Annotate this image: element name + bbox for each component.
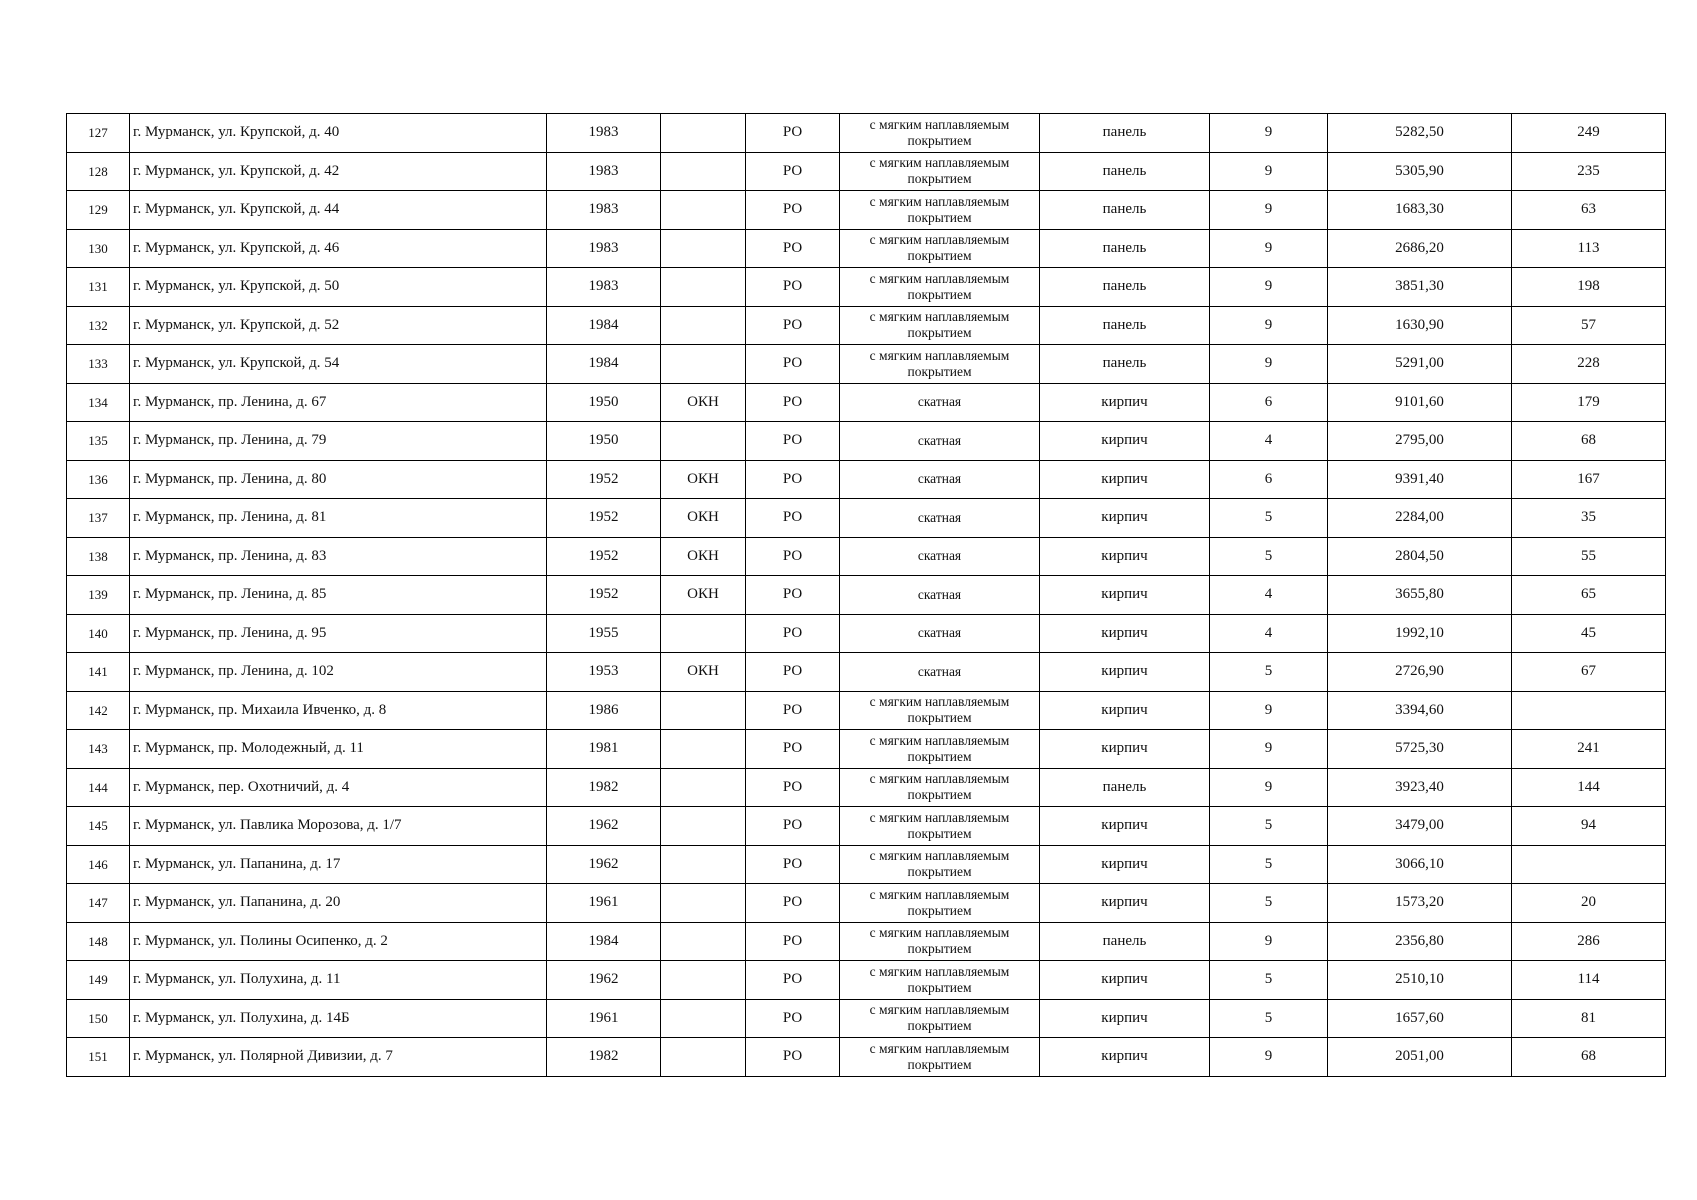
row-number-cell: 144 (67, 768, 130, 807)
address-cell: г. Мурманск, пр. Ленина, д. 67 (130, 383, 547, 422)
wall-material-cell: панель (1040, 345, 1210, 384)
ro-mark-cell: РО (746, 807, 840, 846)
floors-cell: 5 (1210, 499, 1328, 538)
heritage-status-cell (661, 884, 746, 923)
table-row (67, 922, 1666, 961)
roof-type-cell: с мягким наплавляемым покрытием (840, 152, 1040, 191)
roof-type-cell: с мягким наплавляемым покрытием (840, 268, 1040, 307)
wall-material-cell: кирпич (1040, 691, 1210, 730)
address-cell: г. Мурманск, пр. Молодежный, д. 11 (130, 730, 547, 769)
address-cell: г. Мурманск, ул. Крупской, д. 46 (130, 229, 547, 268)
row-number-cell: 141 (67, 653, 130, 692)
ro-mark-cell: РО (746, 345, 840, 384)
area-cell: 3479,00 (1328, 807, 1512, 846)
table-row (67, 460, 1666, 499)
year-built-cell: 1986 (547, 691, 661, 730)
row-number-cell: 135 (67, 422, 130, 461)
ro-mark-cell: РО (746, 191, 840, 230)
year-built-cell: 1961 (547, 999, 661, 1038)
row-number-cell: 146 (67, 845, 130, 884)
table-row (67, 999, 1666, 1038)
floors-cell: 4 (1210, 614, 1328, 653)
heritage-status-cell (661, 1038, 746, 1077)
roof-type-cell: с мягким наплавляемым покрытием (840, 191, 1040, 230)
table-row (67, 884, 1666, 923)
roof-type-cell: с мягким наплавляемым покрытием (840, 306, 1040, 345)
year-built-cell: 1981 (547, 730, 661, 769)
floors-cell: 4 (1210, 422, 1328, 461)
residents-cell: 68 (1512, 422, 1666, 461)
year-built-cell: 1983 (547, 191, 661, 230)
area-cell: 1630,90 (1328, 306, 1512, 345)
address-cell: г. Мурманск, пр. Ленина, д. 85 (130, 576, 547, 615)
ro-mark-cell: РО (746, 306, 840, 345)
table-row (67, 383, 1666, 422)
row-number-cell: 150 (67, 999, 130, 1038)
wall-material-cell: панель (1040, 191, 1210, 230)
wall-material-cell: кирпич (1040, 422, 1210, 461)
area-cell: 2510,10 (1328, 961, 1512, 1000)
heritage-status-cell (661, 306, 746, 345)
year-built-cell: 1952 (547, 576, 661, 615)
roof-type-cell: скатная (840, 499, 1040, 538)
row-number-cell: 139 (67, 576, 130, 615)
table-row (67, 422, 1666, 461)
address-cell: г. Мурманск, пр. Ленина, д. 80 (130, 460, 547, 499)
year-built-cell: 1955 (547, 614, 661, 653)
heritage-status-cell (661, 614, 746, 653)
heritage-status-cell (661, 422, 746, 461)
roof-type-cell: с мягким наплавляемым покрытием (840, 807, 1040, 846)
floors-cell: 5 (1210, 537, 1328, 576)
year-built-cell: 1983 (547, 114, 661, 153)
heritage-status-cell (661, 807, 746, 846)
area-cell: 1683,30 (1328, 191, 1512, 230)
row-number-cell: 130 (67, 229, 130, 268)
floors-cell: 5 (1210, 653, 1328, 692)
heritage-status-cell (661, 268, 746, 307)
row-number-cell: 128 (67, 152, 130, 191)
row-number-cell: 138 (67, 537, 130, 576)
heritage-status-cell: ОКН (661, 460, 746, 499)
address-cell: г. Мурманск, ул. Крупской, д. 52 (130, 306, 547, 345)
wall-material-cell: панель (1040, 306, 1210, 345)
area-cell: 2686,20 (1328, 229, 1512, 268)
year-built-cell: 1950 (547, 422, 661, 461)
floors-cell: 9 (1210, 922, 1328, 961)
floors-cell: 9 (1210, 229, 1328, 268)
address-cell: г. Мурманск, пр. Ленина, д. 79 (130, 422, 547, 461)
row-number-cell: 142 (67, 691, 130, 730)
residents-cell: 20 (1512, 884, 1666, 923)
ro-mark-cell: РО (746, 961, 840, 1000)
heritage-status-cell (661, 152, 746, 191)
year-built-cell: 1962 (547, 961, 661, 1000)
floors-cell: 5 (1210, 961, 1328, 1000)
floors-cell: 9 (1210, 768, 1328, 807)
area-cell: 3066,10 (1328, 845, 1512, 884)
row-number-cell: 149 (67, 961, 130, 1000)
area-cell: 5291,00 (1328, 345, 1512, 384)
residents-cell: 249 (1512, 114, 1666, 153)
roof-type-cell: с мягким наплавляемым покрытием (840, 961, 1040, 1000)
wall-material-cell: панель (1040, 152, 1210, 191)
row-number-cell: 127 (67, 114, 130, 153)
residents-cell: 45 (1512, 614, 1666, 653)
row-number-cell: 133 (67, 345, 130, 384)
year-built-cell: 1984 (547, 922, 661, 961)
address-cell: г. Мурманск, ул. Крупской, д. 50 (130, 268, 547, 307)
floors-cell: 9 (1210, 152, 1328, 191)
residents-cell: 241 (1512, 730, 1666, 769)
floors-cell: 4 (1210, 576, 1328, 615)
ro-mark-cell: РО (746, 383, 840, 422)
address-cell: г. Мурманск, ул. Полины Осипенко, д. 2 (130, 922, 547, 961)
wall-material-cell: кирпич (1040, 961, 1210, 1000)
heritage-status-cell (661, 114, 746, 153)
heritage-status-cell (661, 768, 746, 807)
year-built-cell: 1983 (547, 152, 661, 191)
floors-cell: 5 (1210, 999, 1328, 1038)
floors-cell: 9 (1210, 114, 1328, 153)
wall-material-cell: кирпич (1040, 730, 1210, 769)
roof-type-cell: с мягким наплавляемым покрытием (840, 999, 1040, 1038)
address-cell: г. Мурманск, ул. Папанина, д. 17 (130, 845, 547, 884)
ro-mark-cell: РО (746, 114, 840, 153)
ro-mark-cell: РО (746, 422, 840, 461)
heritage-status-cell (661, 191, 746, 230)
heritage-status-cell (661, 691, 746, 730)
heritage-status-cell: ОКН (661, 383, 746, 422)
heritage-status-cell (661, 961, 746, 1000)
row-number-cell: 143 (67, 730, 130, 769)
roof-type-cell: с мягким наплавляемым покрытием (840, 691, 1040, 730)
area-cell: 1657,60 (1328, 999, 1512, 1038)
address-cell: г. Мурманск, ул. Крупской, д. 42 (130, 152, 547, 191)
residents-cell: 114 (1512, 961, 1666, 1000)
ro-mark-cell: РО (746, 845, 840, 884)
area-cell: 1992,10 (1328, 614, 1512, 653)
row-number-cell: 145 (67, 807, 130, 846)
area-cell: 3923,40 (1328, 768, 1512, 807)
address-cell: г. Мурманск, пр. Ленина, д. 102 (130, 653, 547, 692)
address-cell: г. Мурманск, ул. Полухина, д. 14Б (130, 999, 547, 1038)
residents-cell: 113 (1512, 229, 1666, 268)
area-cell: 2795,00 (1328, 422, 1512, 461)
row-number-cell: 147 (67, 884, 130, 923)
year-built-cell: 1952 (547, 537, 661, 576)
roof-type-cell: скатная (840, 460, 1040, 499)
ro-mark-cell: РО (746, 537, 840, 576)
address-cell: г. Мурманск, пер. Охотничий, д. 4 (130, 768, 547, 807)
roof-type-cell: с мягким наплавляемым покрытием (840, 845, 1040, 884)
area-cell: 2804,50 (1328, 537, 1512, 576)
residents-cell: 228 (1512, 345, 1666, 384)
residents-cell: 167 (1512, 460, 1666, 499)
heritage-status-cell (661, 845, 746, 884)
table-row (67, 653, 1666, 692)
wall-material-cell: кирпич (1040, 1038, 1210, 1077)
ro-mark-cell: РО (746, 576, 840, 615)
table-row (67, 1038, 1666, 1077)
address-cell: г. Мурманск, пр. Михаила Ивченко, д. 8 (130, 691, 547, 730)
residents-cell: 286 (1512, 922, 1666, 961)
area-cell: 3655,80 (1328, 576, 1512, 615)
residents-cell: 35 (1512, 499, 1666, 538)
table-row (67, 268, 1666, 307)
floors-cell: 6 (1210, 460, 1328, 499)
row-number-cell: 136 (67, 460, 130, 499)
year-built-cell: 1982 (547, 1038, 661, 1077)
housing-registry-table (66, 113, 1666, 1077)
table-row (67, 191, 1666, 230)
ro-mark-cell: РО (746, 999, 840, 1038)
heritage-status-cell: ОКН (661, 653, 746, 692)
roof-type-cell: с мягким наплавляемым покрытием (840, 884, 1040, 923)
row-number-cell: 134 (67, 383, 130, 422)
wall-material-cell: кирпич (1040, 499, 1210, 538)
roof-type-cell: с мягким наплавляемым покрытием (840, 345, 1040, 384)
table-row (67, 152, 1666, 191)
ro-mark-cell: РО (746, 922, 840, 961)
wall-material-cell: кирпич (1040, 537, 1210, 576)
area-cell: 2284,00 (1328, 499, 1512, 538)
residents-cell: 65 (1512, 576, 1666, 615)
wall-material-cell: кирпич (1040, 807, 1210, 846)
table-row (67, 114, 1666, 153)
floors-cell: 9 (1210, 730, 1328, 769)
table-row (67, 576, 1666, 615)
ro-mark-cell: РО (746, 268, 840, 307)
roof-type-cell: скатная (840, 653, 1040, 692)
wall-material-cell: кирпич (1040, 999, 1210, 1038)
residents-cell: 144 (1512, 768, 1666, 807)
floors-cell: 6 (1210, 383, 1328, 422)
residents-cell: 63 (1512, 191, 1666, 230)
year-built-cell: 1953 (547, 653, 661, 692)
address-cell: г. Мурманск, ул. Полухина, д. 11 (130, 961, 547, 1000)
area-cell: 5725,30 (1328, 730, 1512, 769)
wall-material-cell: кирпич (1040, 653, 1210, 692)
residents-cell (1512, 845, 1666, 884)
floors-cell: 9 (1210, 268, 1328, 307)
table-row (67, 345, 1666, 384)
row-number-cell: 140 (67, 614, 130, 653)
ro-mark-cell: РО (746, 460, 840, 499)
residents-cell: 68 (1512, 1038, 1666, 1077)
address-cell: г. Мурманск, ул. Крупской, д. 44 (130, 191, 547, 230)
row-number-cell: 137 (67, 499, 130, 538)
table-row (67, 768, 1666, 807)
heritage-status-cell: ОКН (661, 537, 746, 576)
floors-cell: 5 (1210, 845, 1328, 884)
row-number-cell: 131 (67, 268, 130, 307)
year-built-cell: 1962 (547, 845, 661, 884)
ro-mark-cell: РО (746, 499, 840, 538)
address-cell: г. Мурманск, ул. Павлика Морозова, д. 1/7 (130, 807, 547, 846)
table-row (67, 691, 1666, 730)
address-cell: г. Мурманск, ул. Крупской, д. 54 (130, 345, 547, 384)
residents-cell: 94 (1512, 807, 1666, 846)
area-cell: 2051,00 (1328, 1038, 1512, 1077)
year-built-cell: 1952 (547, 499, 661, 538)
table-row (67, 730, 1666, 769)
table-row (67, 961, 1666, 1000)
floors-cell: 9 (1210, 345, 1328, 384)
roof-type-cell: с мягким наплавляемым покрытием (840, 1038, 1040, 1077)
roof-type-cell: скатная (840, 383, 1040, 422)
year-built-cell: 1962 (547, 807, 661, 846)
wall-material-cell: панель (1040, 768, 1210, 807)
heritage-status-cell (661, 922, 746, 961)
residents-cell: 235 (1512, 152, 1666, 191)
roof-type-cell: с мягким наплавляемым покрытием (840, 922, 1040, 961)
wall-material-cell: кирпич (1040, 460, 1210, 499)
table-row (67, 845, 1666, 884)
roof-type-cell: с мягким наплавляемым покрытием (840, 114, 1040, 153)
residents-cell: 81 (1512, 999, 1666, 1038)
residents-cell: 57 (1512, 306, 1666, 345)
year-built-cell: 1983 (547, 229, 661, 268)
residents-cell: 55 (1512, 537, 1666, 576)
ro-mark-cell: РО (746, 730, 840, 769)
wall-material-cell: кирпич (1040, 614, 1210, 653)
year-built-cell: 1983 (547, 268, 661, 307)
year-built-cell: 1984 (547, 306, 661, 345)
year-built-cell: 1984 (547, 345, 661, 384)
residents-cell (1512, 691, 1666, 730)
area-cell: 5282,50 (1328, 114, 1512, 153)
heritage-status-cell (661, 730, 746, 769)
area-cell: 2356,80 (1328, 922, 1512, 961)
roof-type-cell: скатная (840, 537, 1040, 576)
address-cell: г. Мурманск, пр. Ленина, д. 95 (130, 614, 547, 653)
wall-material-cell: панель (1040, 268, 1210, 307)
area-cell: 9391,40 (1328, 460, 1512, 499)
row-number-cell: 151 (67, 1038, 130, 1077)
roof-type-cell: с мягким наплавляемым покрытием (840, 768, 1040, 807)
ro-mark-cell: РО (746, 152, 840, 191)
ro-mark-cell: РО (746, 229, 840, 268)
heritage-status-cell (661, 229, 746, 268)
heritage-status-cell (661, 345, 746, 384)
row-number-cell: 129 (67, 191, 130, 230)
area-cell: 9101,60 (1328, 383, 1512, 422)
table-row (67, 229, 1666, 268)
area-cell: 3394,60 (1328, 691, 1512, 730)
table-row (67, 499, 1666, 538)
address-cell: г. Мурманск, ул. Полярной Дивизии, д. 7 (130, 1038, 547, 1077)
address-cell: г. Мурманск, ул. Папанина, д. 20 (130, 884, 547, 923)
table-row (67, 306, 1666, 345)
area-cell: 5305,90 (1328, 152, 1512, 191)
table-row (67, 537, 1666, 576)
floors-cell: 9 (1210, 691, 1328, 730)
table-row (67, 807, 1666, 846)
roof-type-cell: скатная (840, 614, 1040, 653)
ro-mark-cell: РО (746, 614, 840, 653)
wall-material-cell: кирпич (1040, 845, 1210, 884)
wall-material-cell: панель (1040, 114, 1210, 153)
roof-type-cell: с мягким наплавляемым покрытием (840, 730, 1040, 769)
ro-mark-cell: РО (746, 884, 840, 923)
heritage-status-cell: ОКН (661, 576, 746, 615)
row-number-cell: 132 (67, 306, 130, 345)
wall-material-cell: кирпич (1040, 576, 1210, 615)
address-cell: г. Мурманск, пр. Ленина, д. 83 (130, 537, 547, 576)
ro-mark-cell: РО (746, 1038, 840, 1077)
area-cell: 2726,90 (1328, 653, 1512, 692)
year-built-cell: 1982 (547, 768, 661, 807)
ro-mark-cell: РО (746, 691, 840, 730)
floors-cell: 9 (1210, 306, 1328, 345)
floors-cell: 5 (1210, 807, 1328, 846)
ro-mark-cell: РО (746, 653, 840, 692)
floors-cell: 9 (1210, 191, 1328, 230)
wall-material-cell: панель (1040, 922, 1210, 961)
wall-material-cell: панель (1040, 229, 1210, 268)
floors-cell: 5 (1210, 884, 1328, 923)
area-cell: 1573,20 (1328, 884, 1512, 923)
area-cell: 3851,30 (1328, 268, 1512, 307)
heritage-status-cell (661, 999, 746, 1038)
year-built-cell: 1961 (547, 884, 661, 923)
roof-type-cell: скатная (840, 422, 1040, 461)
floors-cell: 9 (1210, 1038, 1328, 1077)
heritage-status-cell: ОКН (661, 499, 746, 538)
year-built-cell: 1950 (547, 383, 661, 422)
row-number-cell: 148 (67, 922, 130, 961)
year-built-cell: 1952 (547, 460, 661, 499)
ro-mark-cell: РО (746, 768, 840, 807)
table-row (67, 614, 1666, 653)
roof-type-cell: с мягким наплавляемым покрытием (840, 229, 1040, 268)
residents-cell: 67 (1512, 653, 1666, 692)
residents-cell: 179 (1512, 383, 1666, 422)
wall-material-cell: кирпич (1040, 383, 1210, 422)
address-cell: г. Мурманск, пр. Ленина, д. 81 (130, 499, 547, 538)
wall-material-cell: кирпич (1040, 884, 1210, 923)
residents-cell: 198 (1512, 268, 1666, 307)
address-cell: г. Мурманск, ул. Крупской, д. 40 (130, 114, 547, 153)
roof-type-cell: скатная (840, 576, 1040, 615)
